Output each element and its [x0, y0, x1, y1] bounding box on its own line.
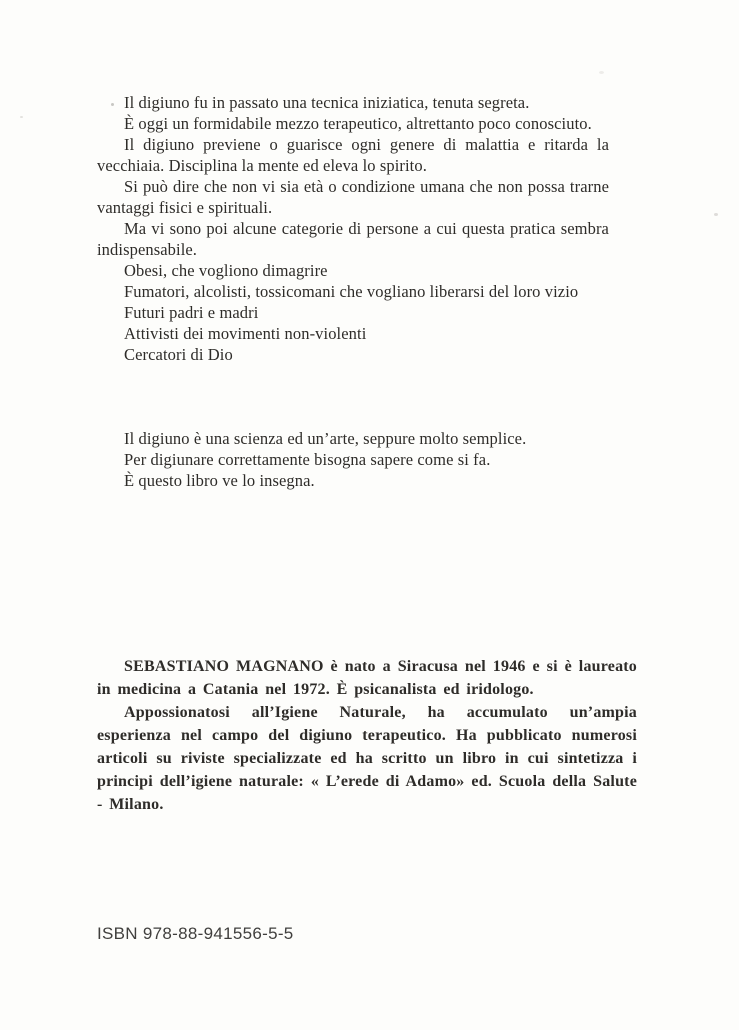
- isbn-label: ISBN 978-88-941556-5-5: [97, 924, 294, 943]
- blurb-list-item: Fumatori, alcolisti, tossicomani che vogliano liberarsi del loro vizio: [124, 282, 579, 301]
- blurb-paragraph: Il digiuno fu in passato una tecnica iniziatica, tenuta segreta.: [124, 93, 530, 112]
- blurb-list-item: Obesi, che vogliono dimagrire: [124, 261, 328, 280]
- scan-speckle: [714, 213, 718, 216]
- blurb-paragraph: Ma vi sono poi alcune categorie di persone a cui questa pratica sembra indispensabile.: [97, 219, 609, 259]
- author-bio-paragraph: Appossionatosi all’Igiene Naturale, ha accumulato un’ampia esperienza nel campo del digiuno terapeutico. Ha pubblicato numerosi articoli su riviste specializzate ed ha scritto un libro in cui sintetizza i principi dell’igiene naturale: « L’erede di Adamo» ed. Scuola della Salute - Milano.: [97, 704, 637, 813]
- blurb-section: [97, 92, 609, 365]
- closing-paragraph: Il digiuno è una scienza ed un’arte, seppure molto semplice.: [124, 429, 527, 448]
- blurb-paragraph: Si può dire che non vi sia età o condizione umana che non possa trarne vantaggi fisici e spirituali.: [97, 177, 609, 217]
- blurb-paragraph: È oggi un formidabile mezzo terapeutico, altrettanto poco conosciuto.: [124, 114, 592, 133]
- blurb-list-item: Cercatori di Dio: [124, 345, 233, 364]
- closing-paragraph: Per digiunare correttamente bisogna sapere come si fa.: [124, 450, 491, 469]
- closing-paragraph: È questo libro ve lo insegna.: [124, 471, 315, 490]
- blurb-paragraph: Il digiuno previene o guarisce ogni genere di malattia e ritarda la vecchiaia. Disciplina la mente ed eleva lo spirito.: [97, 135, 609, 175]
- blurb-list-item: Futuri padri e madri: [124, 303, 259, 322]
- blurb-list-item: Attivisti dei movimenti non-violenti: [124, 324, 367, 343]
- scan-speckle: [20, 116, 23, 118]
- scan-speckle: [599, 71, 604, 74]
- author-bio-section: [97, 655, 637, 816]
- closing-section: [97, 428, 609, 491]
- author-bio-paragraph: SEBASTIANO MAGNANO è nato a Siracusa nel 1946 e si è laureato in medicina a Catania nel 1972. È psicanalista ed iridologo.: [97, 658, 637, 698]
